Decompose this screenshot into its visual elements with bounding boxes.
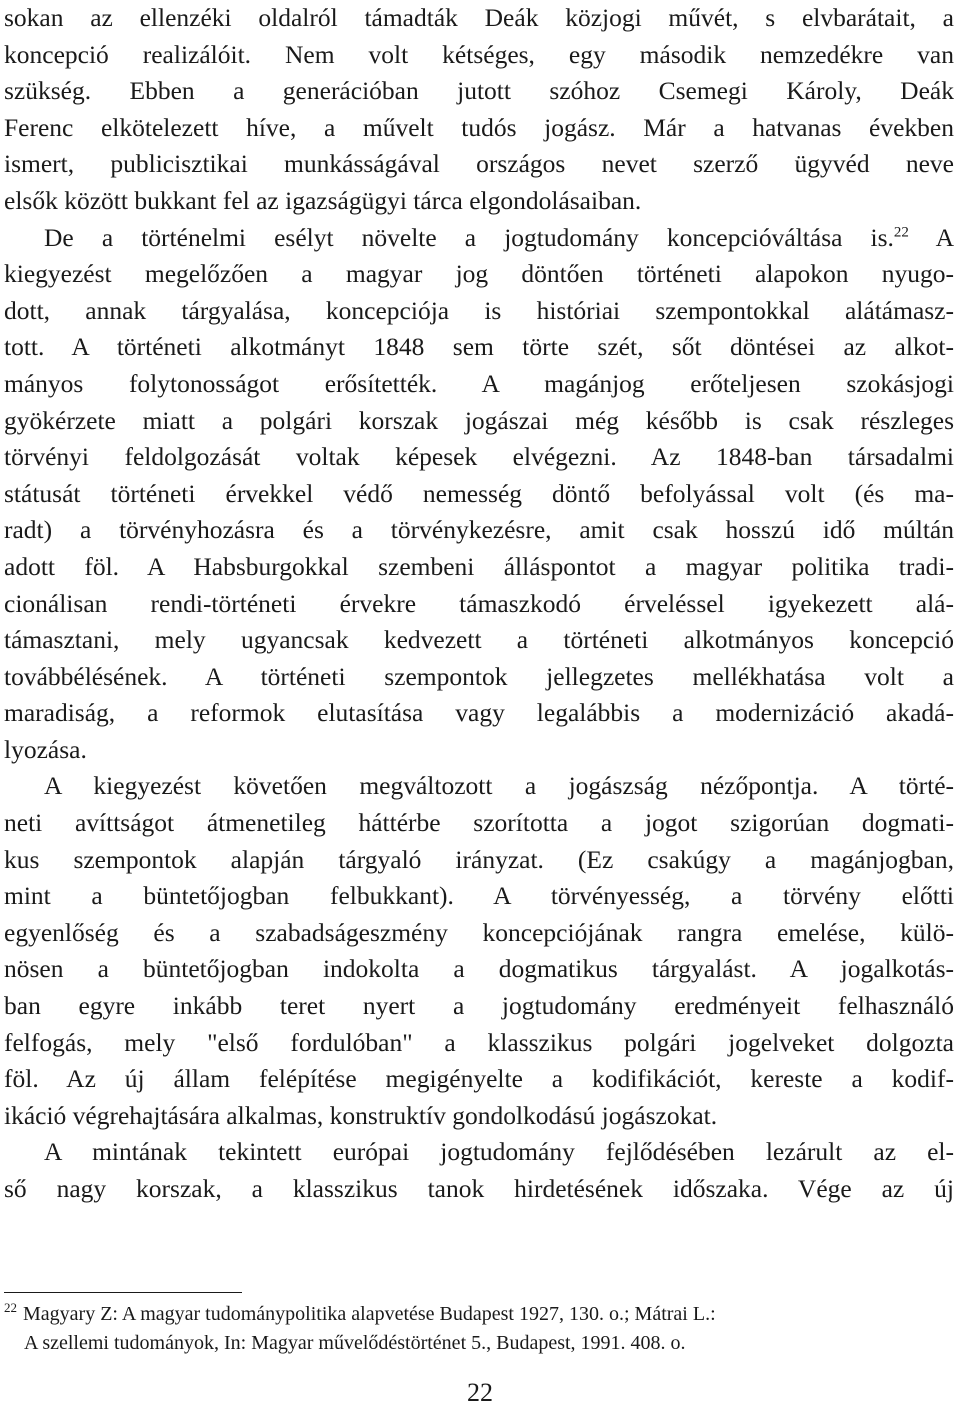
text-line: ismert, publicisztikai munkásságával országos nevet szerző ügyvéd neve <box>4 149 954 179</box>
text-line: nösen a büntetőjogban indokolta a dogmatikus tárgyalást. A jogalkotás- <box>4 954 954 984</box>
text-segment: A <box>908 222 954 252</box>
text-line: támasztani, mely ugyancsak kedvezett a történeti alkotmányos koncepció <box>4 625 954 655</box>
paragraph-2 <box>4 220 954 769</box>
footnote-line <box>4 1300 954 1329</box>
text-line: tott. A történeti alkotmányt 1848 sem törte szét, sőt döntései az alkot- <box>4 332 954 362</box>
page-number: 22 <box>467 1378 493 1407</box>
text-line: cionálisan rendi-történeti érvekre támaszkodó érveléssel igyekezett alá- <box>4 588 954 618</box>
text-line: sokan az ellenzéki oldalról támadták Deák közjogi művét, s elvbarátait, a <box>4 3 954 32</box>
text-line: továbbélésének. A történeti szempontok jellegzetes mellékhatása volt a <box>4 661 954 691</box>
text-line: lyozása. <box>4 734 87 764</box>
text-line: mányos folytonosságot erősítették. A magánjog erőteljesen szokásjogi <box>4 368 954 398</box>
footnote <box>4 1300 954 1358</box>
text-line: Ferenc elkötelezett híve, a művelt tudós jogász. Már a hatvanas években <box>4 112 954 142</box>
text-line: törvényi feldolgozását voltak képesek elvégezni. Az 1848-ban társadalmi <box>4 442 954 472</box>
footnote-number: 22 <box>4 1300 17 1316</box>
text-line: felfogás, mely "első fordulóban" a klasszikus polgári jogelveket dolgozta <box>4 1027 954 1057</box>
footnote-text: Magyary Z: A magyar tudománypolitika alapvetése Budapest 1927, 130. o.; Mátrai L.: <box>23 1303 716 1325</box>
text-line: radt) a törvényhozásra és a törvénykezésre, amit csak hosszú idő múltán <box>4 515 954 545</box>
text-line: ikáció végrehajtására alkalmas, konstruktív gondolkodású jogászokat. <box>4 1100 718 1130</box>
text-line: dott, annak tárgyalása, koncepciója is históriai szempontokkal alátámasz- <box>4 295 954 325</box>
text-line: szükség. Ebben a generációban jutott szóhoz Csemegi Károly, Deák <box>4 76 954 106</box>
text-line: A mintának tekintett európai jogtudomány fejlődésében lezárult az el- <box>44 1137 954 1167</box>
paragraph-3 <box>4 768 954 1134</box>
text-line: státusát történeti érvekkel védő nemesség döntő befolyással volt (és ma- <box>4 478 954 508</box>
text-line-with-footnote-ref <box>4 220 954 257</box>
text-line: A kiegyezést követően megváltozott a jogászság nézőpontja. A törté- <box>44 771 954 801</box>
body-text <box>4 0 954 1208</box>
text-line: maradiság, a reformok elutasítása vagy legalábbis a modernizáció akadá- <box>4 698 954 728</box>
footnote-line: A szellemi tudományok, In: Magyar művelődéstörténet 5., Budapest, 1991. 408. o. <box>24 1332 686 1354</box>
text-line: neti avíttságot átmenetileg háttérbe szorította a jogot szigorúan dogmati- <box>4 808 954 838</box>
footnote-reference[interactable]: 22 <box>893 224 909 241</box>
paragraph-4 <box>4 1134 954 1207</box>
text-line: kiegyezést megelőzően a magyar jog döntően történeti alapokon nyugo- <box>4 259 954 289</box>
text-line: gyökérzete miatt a polgári korszak jogászai még később is csak részleges <box>4 405 954 435</box>
text-line: egyenlőség és a szabadságeszmény koncepciójának rangra emelése, külö- <box>4 917 954 947</box>
text-line: mint a büntetőjogban felbukkant). A törvényesség, a törvény előtti <box>4 881 954 911</box>
paragraph-1 <box>4 0 954 220</box>
text-segment: De a történelmi esélyt növelte a jogtudomány koncepcióváltása is. <box>44 222 894 252</box>
footnote-separator <box>4 1292 242 1293</box>
text-line: elsők között bukkant fel az igazságügyi tárca elgondolásaiban. <box>4 185 642 215</box>
text-line: adott föl. A Habsburgokkal szembeni álláspontot a magyar politika tradi- <box>4 551 954 581</box>
text-line: föl. Az új állam felépítése megigényelte a kodifikációt, kereste a kodif- <box>4 1064 954 1094</box>
text-line: ső nagy korszak, a klasszikus tanok hirdetésének időszaka. Vége az új <box>4 1174 954 1203</box>
text-line: koncepció realizálóit. Nem volt kétséges, egy második nemzedékre van <box>4 39 954 69</box>
text-line: ban egyre inkább teret nyert a jogtudomány eredményeit felhasználó <box>4 991 954 1021</box>
text-line: kus szempontok alapján tárgyaló irányzat. (Ez csakúgy a magánjogban, <box>4 844 954 874</box>
